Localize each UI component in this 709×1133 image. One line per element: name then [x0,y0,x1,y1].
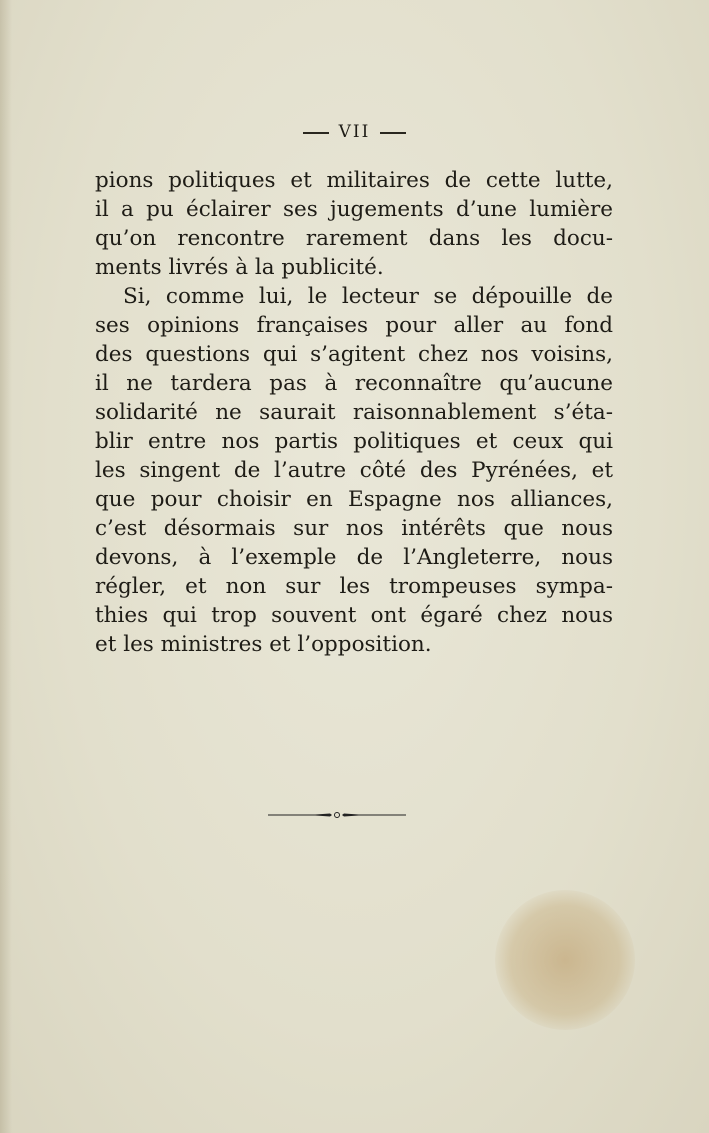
text-line: il a pu éclairer ses jugements d’une lumière [95,197,613,222]
text-line: qu’on rencontre rarement dans les docu- [95,226,613,251]
page-edge-shadow [0,0,12,1133]
page-number: VII [338,122,371,142]
text-line: et les ministres et l’opposition. [95,632,432,657]
header-dash-right [380,132,406,134]
text-line: ses opinions françaises pour aller au fond [95,313,613,338]
text-line: blir entre nos partis politiques et ceux qui [95,429,613,454]
text-line: des questions qui s’agitent chez nos voisins, [95,342,613,367]
body-text [95,166,613,659]
text-line: que pour choisir en Espagne nos alliances, [95,487,613,512]
text-line: thies qui trop souvent ont égaré chez nous [95,603,613,628]
header-dash-left [303,132,329,134]
text-line: pions politiques et militaires de cette lutte, [95,168,613,193]
page-header [0,122,709,142]
text-line: solidarité ne saurait raisonnablement s’éta- [95,400,613,425]
text-line: devons, à l’exemple de l’Angleterre, nous [95,545,613,570]
text-line: les singent de l’autre côté des Pyrénées, et [95,458,613,483]
text-line: il ne tardera pas à reconnaître qu’aucune [95,371,613,396]
text-line: c’est désormais sur nos intérêts que nous [95,516,613,541]
text-line: ments livrés à la publicité. [95,255,384,280]
ornament-divider-icon [268,812,406,818]
text-line: régler, et non sur les trompeuses sympa- [95,574,613,599]
paper-stain [495,890,635,1030]
text-line: Si, comme lui, le lecteur se dépouille de [123,284,613,309]
